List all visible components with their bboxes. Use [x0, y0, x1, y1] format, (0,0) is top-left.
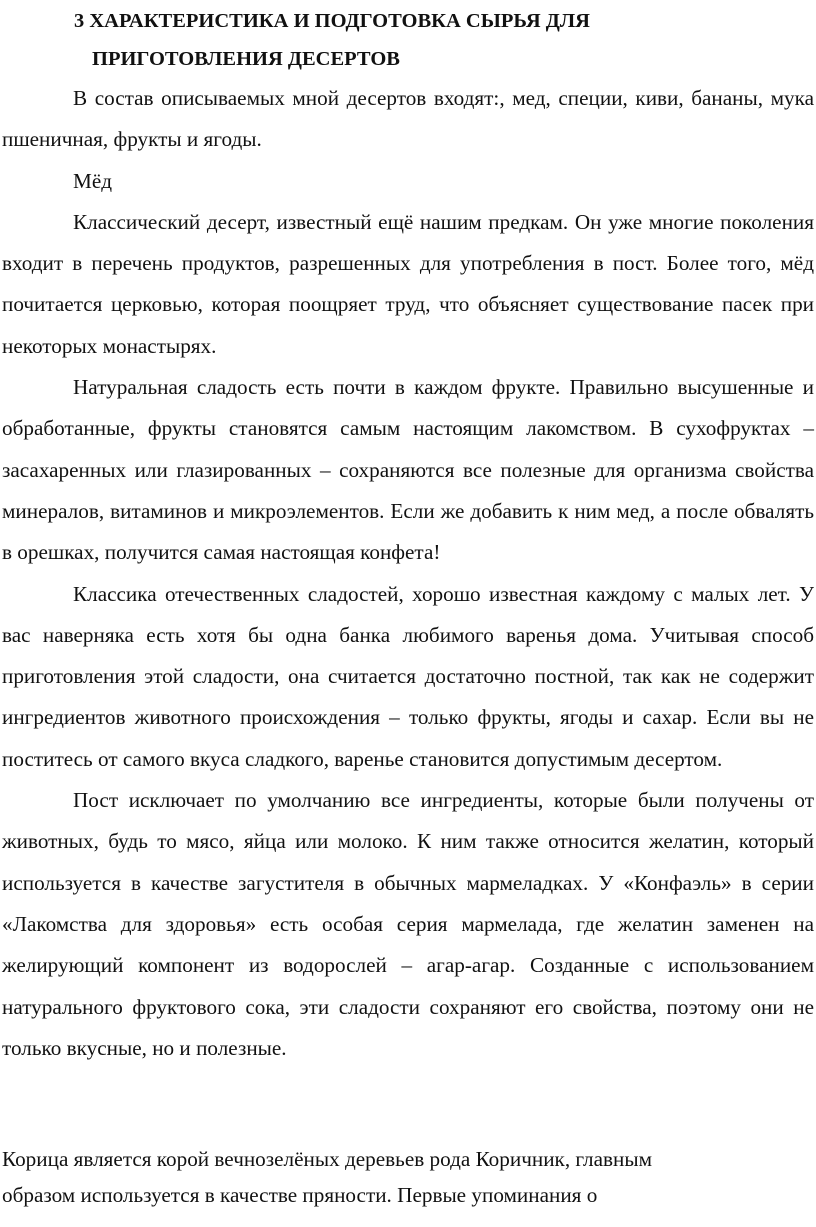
paragraph-honey-title: Мёд [73, 168, 113, 193]
paragraph-marmalade: Пост исключает по умолчанию все ингредиенты, которые были получены от животных, будь то мясо, яйца или молоко. К ним также относится желатин, который используется в качестве загустителя в обычных мармеладках. У «Конфаэль» в серии «Лакомства для здоровья» есть особая серия мармелада, где желатин заменен на желирующий компонент из водорослей – агар-агар. Созданные с использованием натурального фруктового сока, эти сладости сохраняют его свойства, поэтому они не только вкусные, но и полезные. [2, 788, 814, 1060]
paragraph-cinnamon [2, 1141, 762, 1213]
heading-line-1: 3 ХАРАКТЕРИСТИКА И ПОДГОТОВКА СЫРЬЯ ДЛЯ [74, 10, 590, 32]
heading-line-2: ПРИГОТОВЛЕНИЯ ДЕСЕРТОВ [92, 48, 400, 70]
paragraph-jam: Классика отечественных сладостей, хорошо известная каждому с малых лет. У вас наверняка есть хотя бы одна банка любимого варенья дома. Учитывая способ приготовления этой сладости, она считается достаточно постной, так как не содержит ингредиентов животного происхождения – только фрукты, ягоды и сахар. Если вы не поститесь от самого вкуса сладкого, варенье становится допустимым десертом. [2, 581, 814, 771]
cinnamon-line-1: Корица является корой вечнозелёных деревьев рода Коричник, главным [2, 1147, 653, 1171]
paragraph-fruits: Натуральная сладость есть почти в каждом фрукте. Правильно высушенные и обработанные, фрукты становятся самым настоящим лакомством. В сухофруктах – засахаренных или глазированных – сохраняются все полезные для организма свойства минералов, витаминов и микроэлементов. Если же добавить к ним мед, а после обвалять в орешках, получится самая настоящая конфета! [2, 375, 814, 565]
cinnamon-line-2: образом используется в качестве пряности. Первые упоминания о [2, 1183, 598, 1207]
section-heading [74, 2, 774, 78]
document-body [2, 78, 814, 1069]
paragraph-ingredients: В состав описываемых мной десертов входят:, мед, специи, киви, бананы, мука пшеничная, фрукты и ягоды. [2, 86, 814, 152]
paragraph-honey: Классический десерт, известный ещё нашим предкам. Он уже многие поколения входит в перечень продуктов, разрешенных для употребления в пост. Более того, мёд почитается церковью, которая поощряет труд, что объясняет существование пасек при некоторых монастырях. [2, 209, 814, 358]
